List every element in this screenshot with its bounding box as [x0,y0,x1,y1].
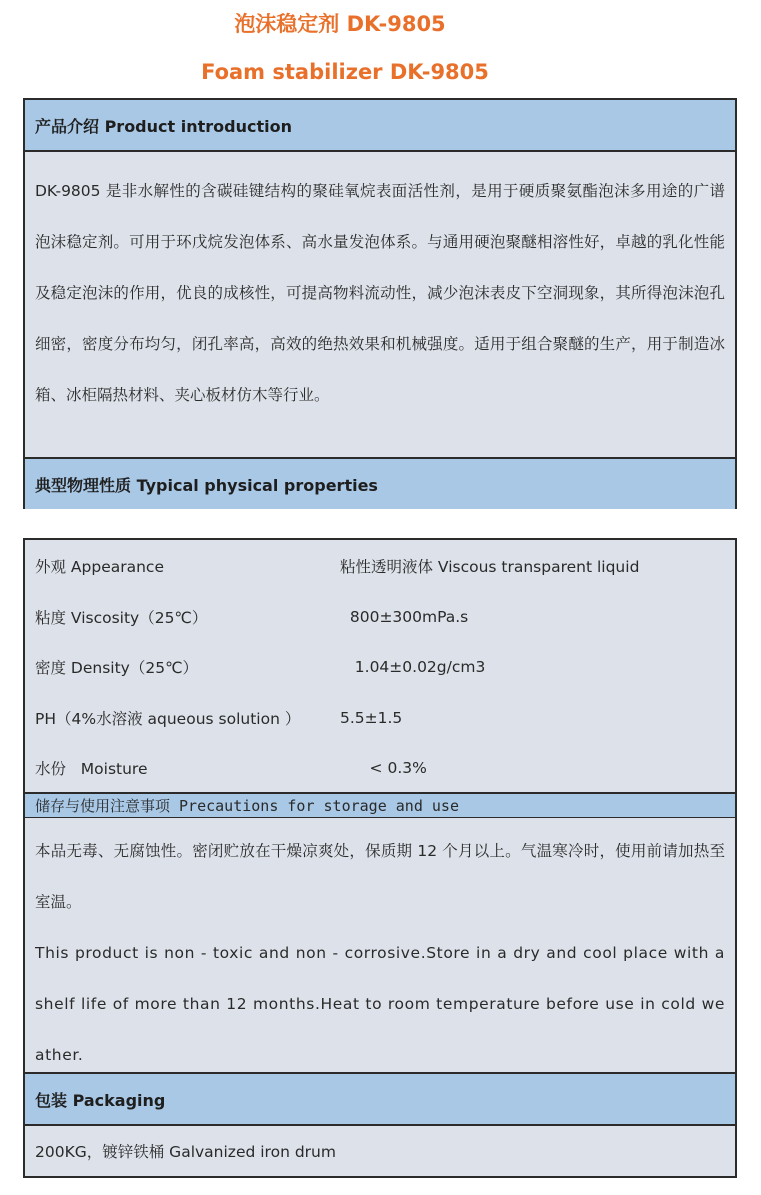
packaging-text: 200KG，镀锌铁桶 Galvanized iron drum [35,1143,336,1161]
property-label: 密度 Density（25℃） [35,659,198,678]
property-value: 5.5±1.5 [340,708,403,727]
property-label: 水份 Moisture [35,760,148,779]
precautions-header: 储存与使用注意事项 Precautions for storage and use [25,792,735,819]
properties-section [23,538,737,818]
property-label: 外观 Appearance [35,558,164,577]
precautions-section [23,818,737,1072]
property-row-ph [25,693,735,744]
page-title-cn: 泡沫稳定剂 DK-9805 [234,12,446,36]
precautions-text-cn: 本品无毒、无腐蚀性。密闭贮放在干燥凉爽处，保质期 12 个月以上。气温寒冷时，使用前请加热至室温。 [35,842,725,911]
intro-body [25,152,735,459]
precautions-body [25,818,735,1072]
property-value: 800±300mPa.s [340,607,469,626]
properties-body [25,540,735,792]
packaging-header: 包装 Packaging [25,1074,735,1126]
packaging-body [25,1126,735,1176]
property-row-appearance [25,541,735,592]
properties-header: 典型物理性质 Typical physical properties [25,459,735,509]
precautions-text-en: This product is non - toxic and non - corrosive.Store in a dry and cool place with a shelf life of more than 12 months.Heat to room temperature before use in cold weather. [35,944,725,1064]
property-value: 1.04±0.02g/cm3 [340,658,486,677]
intro-header: 产品介绍 Product introduction [25,100,735,152]
property-row-viscosity [25,592,735,643]
packaging-section [23,1072,737,1178]
property-row-density [25,642,735,693]
page-title-en: Foam stabilizer DK-9805 [201,60,489,84]
intro-section [23,98,737,509]
property-value: < 0.3% [340,759,427,778]
property-label: PH（4%水溶液 aqueous solution ） [35,709,301,728]
property-value: 粘性透明液体 Viscous transparent liquid [340,558,640,577]
property-label: 粘度 Viscosity（25℃） [35,608,208,627]
intro-text: DK-9805 是非水解性的含碳硅键结构的聚硅氧烷表面活性剂，是用于硬质聚氨酯泡沫多用途的广谱泡沫稳定剂。可用于环戊烷发泡体系、高水量发泡体系。与通用硬泡聚醚相溶性好，卓越的乳化性能及稳定泡沫的作用，优良的成核性，可提高物料流动性，减少泡沫表皮下空洞现象，其所得泡沫泡孔细密，密度分布均匀，闭孔率高，高效的绝热效果和机械强度。适用于组合聚醚的生产，用于制造冰箱、冰柜隔热材料、夹心板材仿木等行业。 [35,182,725,404]
property-row-moisture [25,743,735,794]
